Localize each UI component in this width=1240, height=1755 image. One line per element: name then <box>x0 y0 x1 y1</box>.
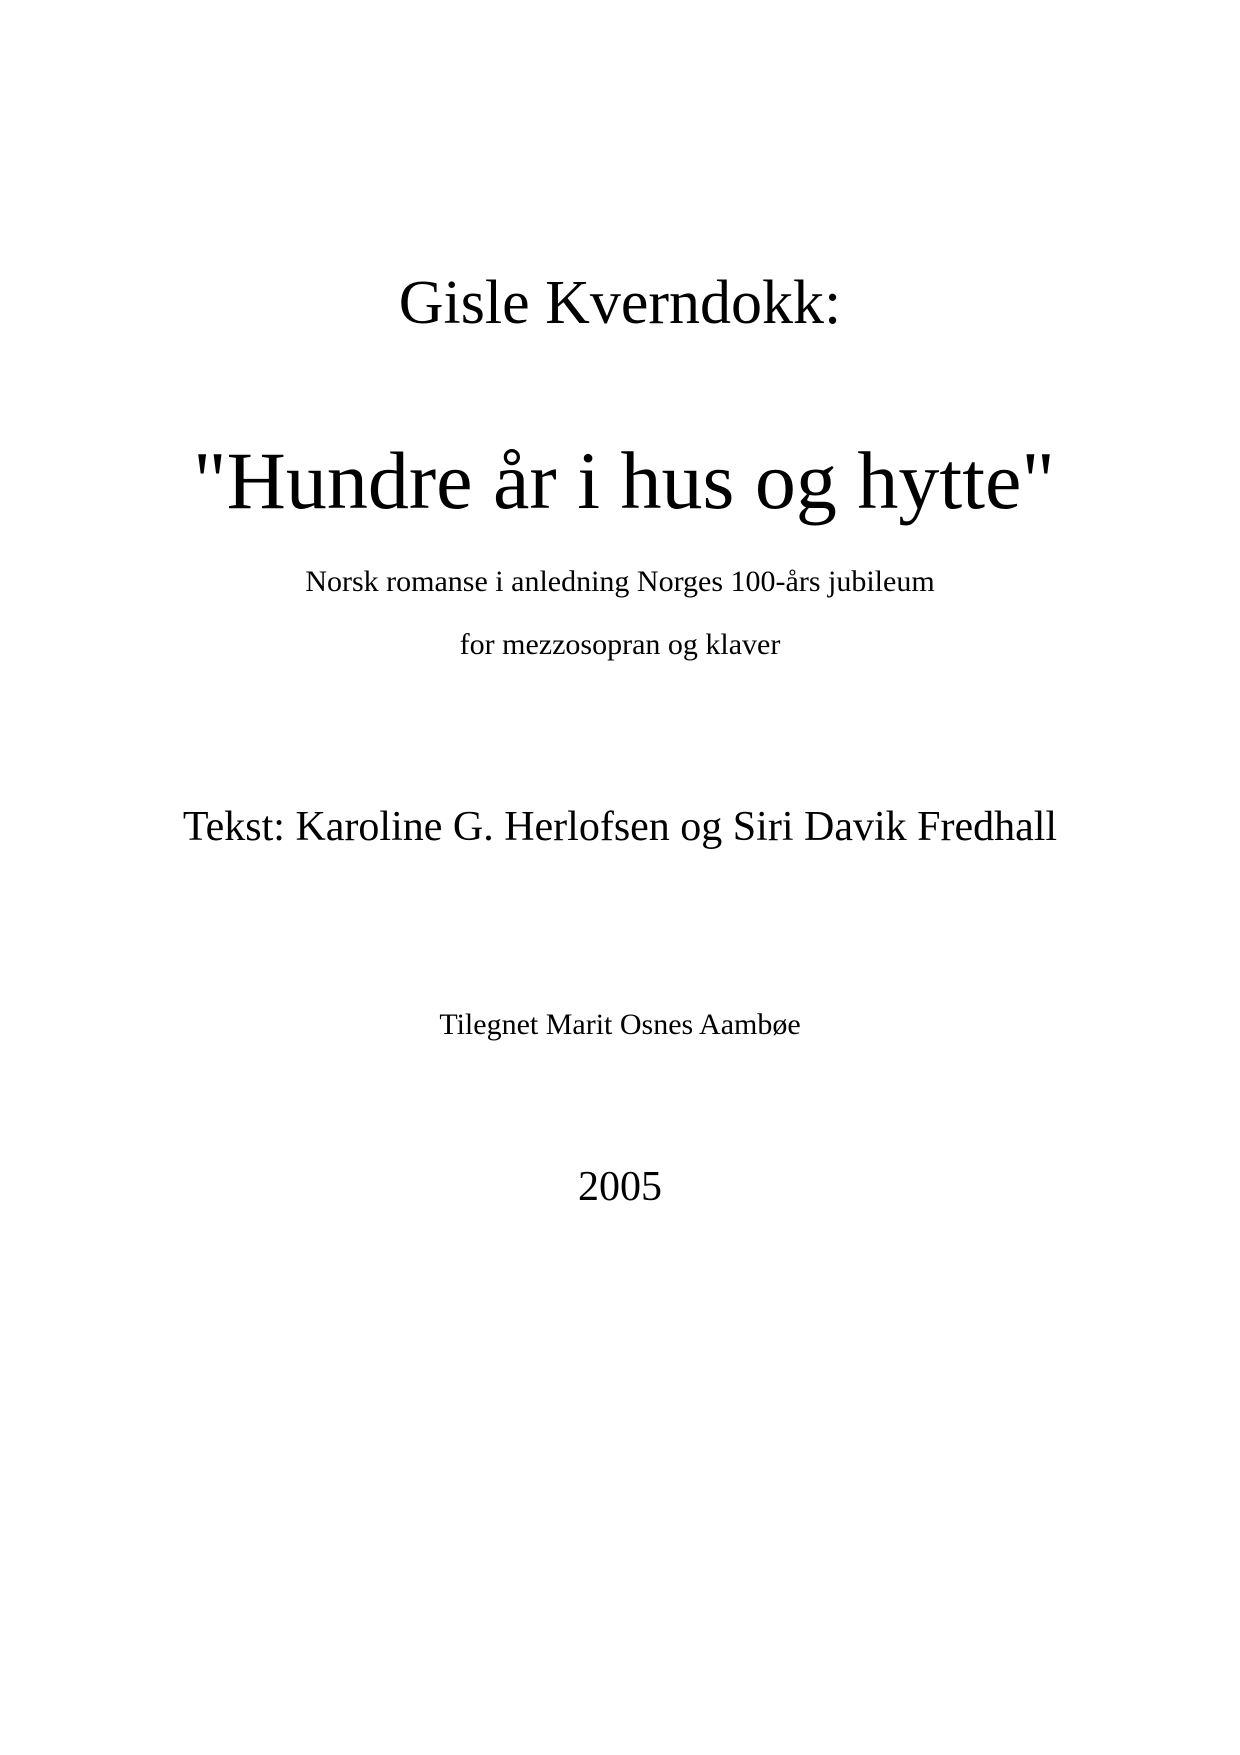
lyricists: Tekst: Karoline G. Herlofsen og Siri Davik Fredhall <box>182 804 1058 850</box>
composer-name: Gisle Kverndokk: <box>398 269 842 337</box>
instrumentation: for mezzosopran og klaver <box>459 628 781 661</box>
work-subtitle: Norsk romanse i anledning Norges 100-års jubileum <box>305 565 935 598</box>
year: 2005 <box>578 1164 662 1210</box>
dedication: Tilegnet Marit Osnes Aambøe <box>439 1008 801 1041</box>
work-title: "Hundre år i hus og hytte" <box>193 435 1055 526</box>
